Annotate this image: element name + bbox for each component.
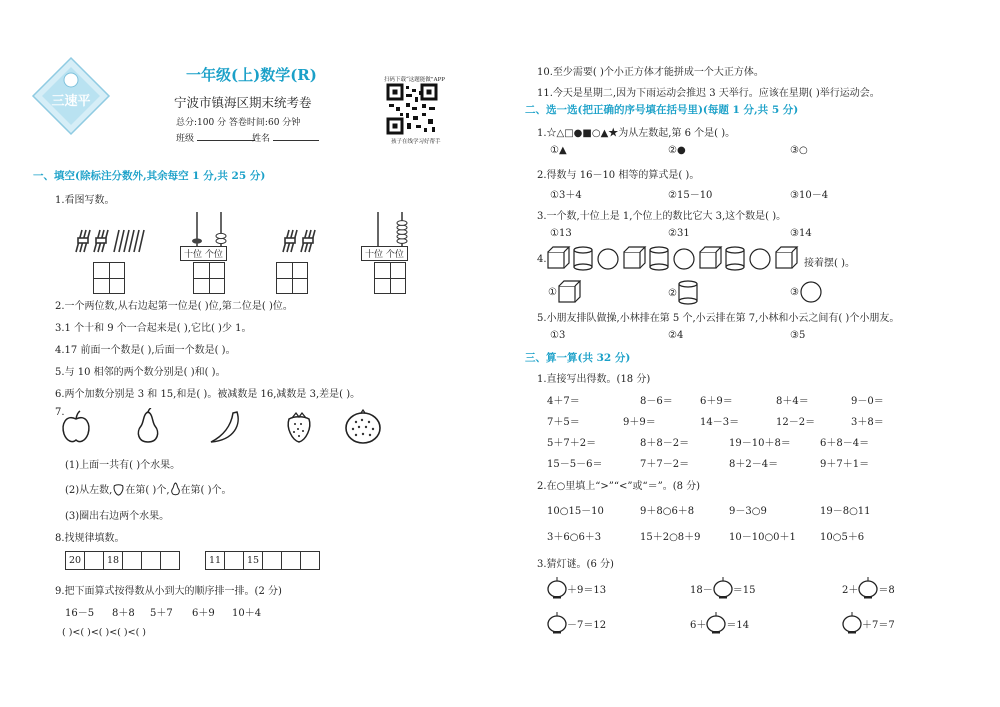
q9-expr: 6＋9: [192, 608, 215, 619]
cube-icon: [624, 247, 645, 268]
name-label: 姓名: [252, 134, 271, 144]
choice-3: 3.一个数,十位上是 1,个位上的数比它大 3,这个数是( )。: [537, 211, 787, 222]
riddle-2[interactable]: [690, 577, 755, 599]
sequence-box-2[interactable]: [205, 551, 320, 570]
choice-2-opt-c[interactable]: ③10－4: [790, 190, 829, 201]
question-7a: (1)上面一共有( )个水果。: [65, 460, 181, 471]
question-7b: [65, 481, 232, 496]
choice-4-num: 4.: [537, 254, 547, 265]
riddle-5[interactable]: [690, 612, 749, 634]
choice-4-opt-b[interactable]: [668, 280, 699, 306]
choice-2-opt-a[interactable]: ①3＋4: [550, 190, 582, 201]
seq-cell[interactable]: [225, 552, 244, 569]
riddle-1[interactable]: [547, 577, 606, 599]
compare-item[interactable]: 10○5＋6: [820, 532, 865, 543]
svg-text:三速平: 三速平: [51, 94, 91, 109]
question-7c: (3)圈出右边两个水果。: [65, 511, 170, 522]
shape-pattern: [546, 246, 802, 272]
lantern-icon: [713, 577, 733, 599]
sphere-icon: [750, 249, 770, 269]
calc-item[interactable]: 4＋7＝: [547, 396, 580, 407]
choice-2: 2.得数与 16－10 相等的算式是( )。: [537, 170, 700, 181]
logo-badge: [30, 55, 112, 137]
calc-item[interactable]: 9＋9＝: [623, 417, 656, 428]
seq-cell[interactable]: 11: [206, 552, 225, 569]
choice-3-opt-a[interactable]: ①13: [550, 228, 572, 239]
seq-cell[interactable]: 15: [244, 552, 263, 569]
riddle-text: ＝8: [878, 584, 895, 596]
sequence-box-1[interactable]: [65, 551, 180, 570]
choice-1-opt-a[interactable]: ①▲: [550, 145, 567, 156]
calc-item[interactable]: 9＋7＋1＝: [820, 459, 870, 470]
sphere-icon: [799, 280, 823, 304]
riddle-text: ＋9＝13: [567, 584, 607, 596]
seq-cell[interactable]: [161, 552, 179, 569]
calc-item[interactable]: 12－2＝: [776, 417, 816, 428]
strawberry-icon: [284, 410, 314, 444]
choice-5-opt-c[interactable]: ③5: [790, 330, 806, 341]
riddle-text: ＝15: [732, 584, 756, 596]
riddle-3[interactable]: [842, 577, 895, 599]
riddle-text: 2＋: [842, 584, 859, 596]
question-5: 5.与 10 相邻的两个数分别是( )和( )。: [55, 367, 226, 378]
abacus-icon: [362, 212, 418, 246]
q9-expr: 16－5: [65, 608, 95, 619]
compare-item[interactable]: 10○15－10: [547, 506, 604, 517]
seq-cell[interactable]: 18: [104, 552, 123, 569]
compare-item[interactable]: 9＋8○6＋8: [640, 506, 695, 517]
exam-meta: 总分:100 分 答卷时间:60 分钟: [176, 118, 301, 128]
cube-icon: [776, 247, 797, 268]
q7b-part2: 在第( )个,: [125, 485, 170, 496]
opt-label: ②: [668, 287, 677, 299]
seq-cell[interactable]: [263, 552, 282, 569]
seq-cell[interactable]: [282, 552, 301, 569]
abacus-icon: [181, 212, 237, 246]
sphere-icon: [598, 249, 618, 269]
choice-1: 1.☆△□●■○▲★为从左数起,第 6 个是( )。: [537, 128, 736, 139]
pear-icon: [134, 408, 162, 444]
calc-item[interactable]: 6＋9＝: [700, 396, 733, 407]
q9-expr: 8＋8: [112, 608, 135, 619]
calc-item[interactable]: 15－5－6＝: [547, 459, 603, 470]
cube-icon: [700, 247, 721, 268]
riddle-text: ＝14: [726, 619, 750, 631]
calc-2: 2.在○里填上“>”“<”或“＝”。(8 分): [537, 481, 701, 492]
cylinder-icon: [677, 280, 699, 306]
orange-icon: [344, 408, 382, 444]
qr-code[interactable]: [386, 83, 438, 135]
calc-item[interactable]: 8－6＝: [640, 396, 673, 407]
calc-item[interactable]: 8＋2－4＝: [729, 459, 779, 470]
compare-item[interactable]: 19－8○11: [820, 506, 871, 517]
seq-cell[interactable]: [142, 552, 161, 569]
tens-label: 十位: [365, 250, 384, 260]
question-10: 10.至少需要( )个小正方体才能拼成一个大正方体。: [537, 67, 764, 78]
exam-subtitle: 宁波市镇海区期末统考卷: [174, 95, 312, 110]
riddle-text: 6＋: [690, 619, 707, 631]
place-value-label-1: [180, 246, 227, 261]
calc-item[interactable]: 14－3＝: [700, 417, 740, 428]
riddle-6[interactable]: [842, 612, 895, 634]
compare-item[interactable]: 10－10○0＋1: [729, 532, 796, 543]
lantern-icon: [842, 612, 862, 634]
compare-item[interactable]: 9－3○9: [729, 506, 767, 517]
lantern-icon: [547, 577, 567, 599]
question-11: 11.今天是星期二,因为下雨运动会推迟 3 天举行。应该在星期( )举行运动会。: [537, 88, 880, 99]
ones-label: 个位: [204, 250, 223, 260]
riddle-text: ＋7＝7: [862, 619, 895, 631]
q9-expr: 10＋4: [232, 608, 262, 619]
choice-4-opt-a[interactable]: [548, 280, 581, 304]
q9-expr: 5＋7: [150, 608, 173, 619]
sphere-icon: [674, 249, 694, 269]
question-6: 6.两个加数分别是 3 和 15,和是( )。被减数是 16,减数是 3,差是( )。: [55, 389, 361, 400]
choice-3-opt-c[interactable]: ③14: [790, 228, 812, 239]
answer-grid-4[interactable]: [374, 262, 406, 294]
q7b-part1: (2)从左数,: [65, 485, 113, 496]
qr-caption-top: 扫码下载“这题能做”APP: [384, 77, 445, 83]
calc-item[interactable]: 5＋7＋2＝: [547, 438, 597, 449]
calc-item[interactable]: 8＋8－2＝: [640, 438, 690, 449]
calc-item[interactable]: 8＋4＝: [776, 396, 809, 407]
choice-4: 接着摆( )。: [804, 258, 855, 269]
choice-5-opt-b[interactable]: ②4: [668, 330, 684, 341]
answer-grid-1[interactable]: [93, 262, 125, 294]
cylinder-icon: [574, 247, 592, 270]
riddle-text: －7＝12: [567, 619, 607, 631]
ones-label: 个位: [385, 250, 404, 260]
calc-item[interactable]: 3＋8＝: [851, 417, 884, 428]
pear-icon: [170, 481, 181, 496]
choice-5-opt-a[interactable]: ①3: [550, 330, 566, 341]
page-title: 一年级(上)数学(R): [186, 66, 317, 84]
question-3: 3.1 个十和 9 个一合起来是( ),它比( )少 1。: [55, 323, 252, 334]
opt-label: ①: [548, 286, 557, 298]
choice-1-opt-c[interactable]: ③○: [790, 145, 808, 156]
choice-4-opt-c[interactable]: [790, 280, 823, 304]
stick-bundles-icon: [281, 228, 321, 254]
calc-1: 1.直接写出得数。(18 分): [537, 374, 651, 385]
calc-item[interactable]: 7＋5＝: [547, 417, 580, 428]
question-1: 1.看图写数。: [55, 195, 115, 206]
name-field[interactable]: [252, 131, 319, 144]
calc-item[interactable]: 6＋8－4＝: [820, 438, 870, 449]
calc-item[interactable]: 19－10＋8＝: [729, 438, 791, 449]
choice-5: 5.小朋友排队做操,小林排在第 5 个,小云排在第 7,小林和小云之间有( )个小朋友。: [537, 313, 900, 324]
cylinder-icon: [650, 247, 668, 270]
calc-item[interactable]: 7＋7－2＝: [640, 459, 690, 470]
question-9: 9.把下面算式按得数从小到大的顺序排一排。(2 分): [55, 586, 282, 597]
choice-1-opt-b[interactable]: ②●: [668, 145, 686, 156]
place-value-label-2: [361, 246, 408, 261]
question-7: 7.: [55, 407, 65, 418]
stick-bundles-icon: [74, 228, 150, 254]
choice-2-opt-b[interactable]: ②15－10: [668, 190, 713, 201]
q7b-part3: 在第( )个。: [180, 485, 232, 496]
apple-icon: [60, 410, 92, 444]
class-label: 班级: [176, 134, 195, 144]
lantern-icon: [547, 612, 567, 634]
calc-item[interactable]: 9－0＝: [851, 396, 884, 407]
section-calc-title: 三、算一算(共 32 分): [525, 352, 631, 364]
lantern-icon: [858, 577, 878, 599]
question-8: 8.找规律填数。: [55, 533, 125, 544]
answer-grid-3[interactable]: [276, 262, 308, 294]
seq-cell[interactable]: [85, 552, 104, 569]
riddle-4[interactable]: [547, 612, 606, 634]
banana-icon: [207, 410, 243, 444]
class-field[interactable]: [176, 131, 255, 144]
answer-grid-2[interactable]: [193, 262, 225, 294]
seq-cell[interactable]: [301, 552, 319, 569]
question-4: 4.17 前面一个数是( ),后面一个数是( )。: [55, 345, 236, 356]
strawberry-icon: [112, 482, 125, 496]
tens-label: 十位: [184, 250, 203, 260]
question-2: 2.一个两位数,从右边起第一位是( )位,第二位是( )位。: [55, 301, 293, 312]
calc-3: 3.猜灯谜。(6 分): [537, 559, 614, 570]
seq-cell[interactable]: [123, 552, 142, 569]
riddle-text: 18－: [690, 584, 713, 596]
compare-item[interactable]: 3＋6○6＋3: [547, 532, 602, 543]
lantern-icon: [706, 612, 726, 634]
cube-icon: [548, 247, 569, 268]
section-choice-title: 二、选一选(把正确的序号填在括号里)(每题 1 分,共 5 分): [525, 104, 799, 116]
cylinder-icon: [726, 247, 744, 270]
cube-icon: [557, 280, 581, 304]
qr-caption-bottom: 孩子在线学习好帮手: [391, 139, 441, 145]
q9-answer-blanks[interactable]: ( )<( )<( )<( )<( ): [62, 627, 147, 638]
section-fill-blanks-title: 一、填空(除标注分数外,其余每空 1 分,共 25 分): [33, 170, 266, 182]
choice-3-opt-b[interactable]: ②31: [668, 228, 690, 239]
opt-label: ③: [790, 286, 799, 298]
compare-item[interactable]: 15＋2○8＋9: [640, 532, 701, 543]
seq-cell[interactable]: 20: [66, 552, 85, 569]
